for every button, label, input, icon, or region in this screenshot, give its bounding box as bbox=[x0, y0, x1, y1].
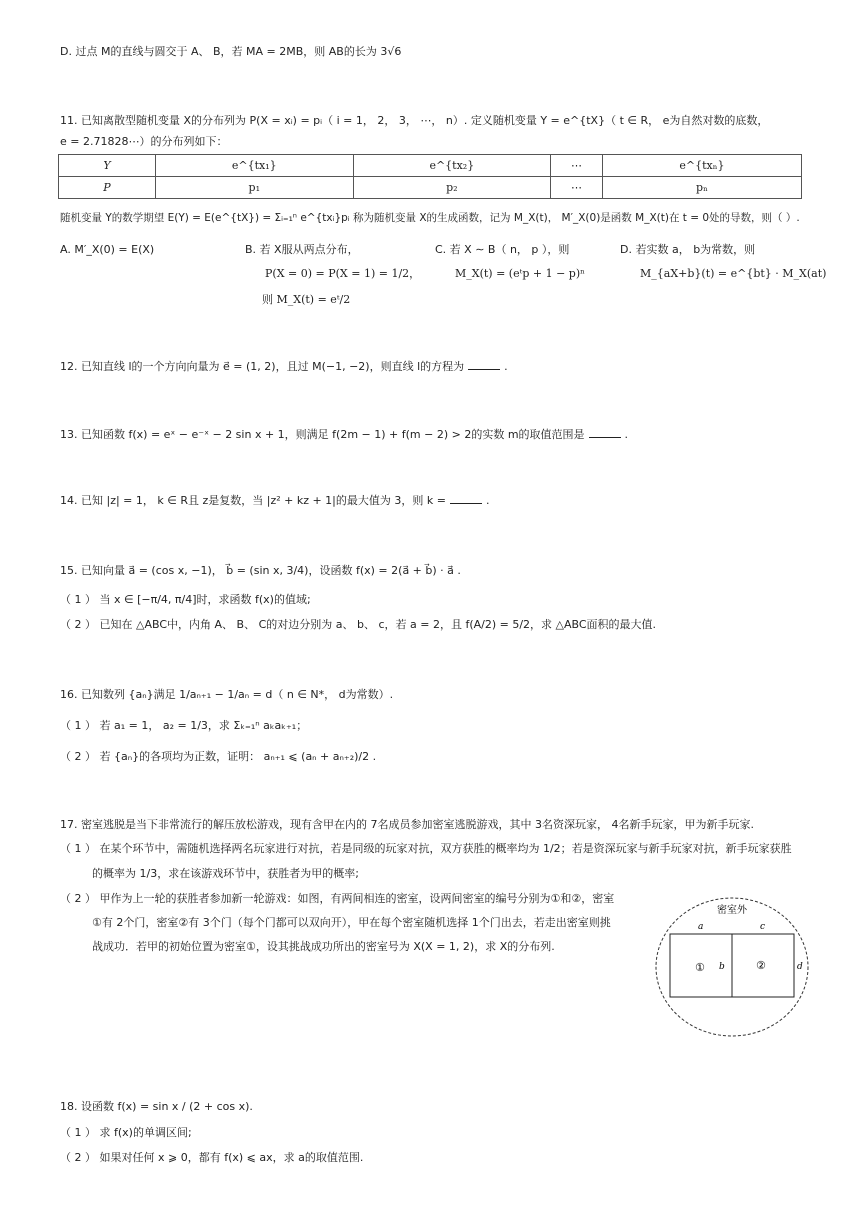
question-12-text: 12. 已知直线 l的一个方向向量为 e⃗ = (1, 2)，且过 M(−1, −2)，则直线 l的方程为 bbox=[60, 360, 465, 373]
door-a-label: a bbox=[698, 922, 704, 932]
table-cell: e^{tx₁} bbox=[156, 155, 354, 177]
option-b-formula: P(X = 0) = P(X = 1) = 1/2， bbox=[265, 267, 421, 280]
question-18-part-1: （ 1 ） 求 f(x)的单调区间; bbox=[60, 1126, 192, 1139]
option-d: D. 若实数 a， b为常数，则 bbox=[620, 243, 756, 256]
table-row bbox=[59, 177, 802, 199]
question-15-part-1: （ 1 ） 当 x ∈ [−π/4, π/4]时，求函数 f(x)的值域; bbox=[60, 593, 311, 606]
question-11-stem: 11. 已知离散型随机变量 X的分布列为 P(X = xᵢ) = pᵢ（ i = 1， 2， 3， ⋯， n）. 定义随机变量 Y = e^{tX}（ t ∈ R， e为自然对数的底数， bbox=[60, 114, 769, 127]
option-a: A. M′_X(0) = E(X) bbox=[60, 243, 155, 256]
question-17-part-1: （ 1 ） 在某个环节中，需随机选择两名玩家进行对抗，若是同级的玩家对抗，双方获胜的概率均为 1/2；若是资深玩家与新手玩家对抗，新手玩家获胜 bbox=[60, 842, 792, 855]
room-1-label: ① bbox=[695, 961, 705, 974]
option-c-formula: M_X(t) = (eᵗp + 1 − p)ⁿ bbox=[455, 267, 585, 280]
question-17-part-2-cont2: 战成功．若甲的初始位置为密室①，设其挑战成功所出的密室号为 X(X = 1, 2)，求 X的分布列. bbox=[92, 940, 555, 953]
question-13: 13. 已知函数 f(x) = eˣ − e⁻ˣ − 2 sin x + 1，则满足 f(2m − 1) + f(m − 2) > 2的实数 m的取值范围是 . bbox=[60, 428, 629, 441]
question-17-part-2: （ 2 ） 甲作为上一轮的获胜者参加新一轮游戏：如图，有两间相连的密室，设两间密室的编号分别为①和②，密室 bbox=[60, 892, 615, 905]
outside-label: 密室外 bbox=[717, 905, 747, 916]
question-17-stem: 17. 密室逃脱是当下非常流行的解压放松游戏，现有含甲在内的 7名成员参加密室逃脱游戏，其中 3名资深玩家， 4名新手玩家，甲为新手玩家. bbox=[60, 818, 754, 831]
question-14-text: 14. 已知 |z| = 1， k ∈ R且 z是复数，当 |z² + kz + 1|的最大值为 3，则 k = bbox=[60, 494, 446, 507]
table-cell: Y bbox=[59, 155, 156, 177]
table-cell: ⋯ bbox=[551, 177, 603, 199]
table-cell: p₂ bbox=[353, 177, 551, 199]
option-d-formula: M_{aX+b}(t) = e^{bt} · M_X(at) bbox=[640, 267, 827, 280]
table-cell: ⋯ bbox=[551, 155, 603, 177]
escape-room-diagram bbox=[655, 897, 810, 1037]
question-11-definition: 随机变量 Y的数学期望 E(Y) = E(e^{tX}) = Σᵢ₌₁ⁿ e^{txᵢ}pᵢ 称为随机变量 X的生成函数，记为 M_X(t)， M′_X(0)是函数 M_X(t)在 t = 0处的导数，则（ ）. bbox=[60, 212, 800, 224]
table-row bbox=[59, 155, 802, 177]
distribution-table bbox=[58, 154, 802, 199]
question-15-stem: 15. 已知向量 a⃗ = (cos x, −1)， b⃗ = (sin x, 3/4)，设函数 f(x) = 2(a⃗ + b⃗) · a⃗ . bbox=[60, 564, 461, 577]
table-cell: e^{tx₂} bbox=[353, 155, 551, 177]
answer-blank bbox=[468, 359, 500, 370]
option-c: C. 若 X ∼ B（ n， p ），则 bbox=[435, 243, 570, 256]
question-12: 12. 已知直线 l的一个方向向量为 e⃗ = (1, 2)，且过 M(−1, −2)，则直线 l的方程为 . bbox=[60, 360, 508, 373]
door-b-label: b bbox=[719, 962, 725, 972]
question-16-part-1: （ 1 ） 若 a₁ = 1， a₂ = 1/3，求 Σₖ₌₁ⁿ aₖaₖ₊₁； bbox=[60, 719, 308, 732]
answer-blank bbox=[450, 493, 482, 504]
door-c-label: c bbox=[760, 922, 766, 932]
table-cell: P bbox=[59, 177, 156, 199]
option-d-q10: D. 过点 M的直线与圆交于 A、 B，若 MA = 2MB，则 AB的长为 3√6 bbox=[60, 45, 402, 58]
question-18-stem: 18. 设函数 f(x) = sin x / (2 + cos x). bbox=[60, 1100, 253, 1113]
question-16-part-2: （ 2 ） 若 {aₙ}的各项均为正数，证明： aₙ₊₁ ⩽ (aₙ + aₙ₊₂)/2 . bbox=[60, 750, 377, 763]
question-16-stem: 16. 已知数列 {aₙ}满足 1/aₙ₊₁ − 1/aₙ = d（ n ∈ N*， d为常数）. bbox=[60, 688, 394, 701]
option-b: B. 若 X服从两点分布， bbox=[245, 243, 359, 256]
question-18-part-2: （ 2 ） 如果对任何 x ⩾ 0，都有 f(x) ⩽ ax，求 a的取值范围. bbox=[60, 1151, 364, 1164]
option-b-result: 则 M_X(t) = eᵗ/2 bbox=[262, 293, 351, 306]
table-cell: e^{txₙ} bbox=[602, 155, 801, 177]
door-d-label: d bbox=[797, 962, 803, 972]
question-13-text: 13. 已知函数 f(x) = eˣ − e⁻ˣ − 2 sin x + 1，则满足 f(2m − 1) + f(m − 2) > 2的实数 m的取值范围是 bbox=[60, 428, 585, 441]
question-14: 14. 已知 |z| = 1， k ∈ R且 z是复数，当 |z² + kz + 1|的最大值为 3，则 k = . bbox=[60, 494, 490, 507]
room-2-label: ② bbox=[756, 959, 766, 972]
table-cell: p₁ bbox=[156, 177, 354, 199]
answer-blank bbox=[589, 427, 621, 438]
question-15-part-2: （ 2 ） 已知在 △ABC中，内角 A、 B、 C的对边分别为 a、 b、 c，若 a = 2，且 f(A/2) = 5/2，求 △ABC面积的最大值. bbox=[60, 618, 657, 631]
question-17-part-1-cont: 的概率为 1/3，求在该游戏环节中，获胜者为甲的概率; bbox=[92, 867, 359, 880]
escape-room-figure bbox=[655, 897, 810, 1037]
question-11-stem-cont: e = 2.71828⋯）的分布列如下： bbox=[60, 135, 228, 148]
table-cell: pₙ bbox=[602, 177, 801, 199]
question-17-part-2-cont: ①有 2个门，密室②有 3个门（每个门都可以双向开），甲在每个密室随机选择 1个门出去，若走出密室则挑 bbox=[92, 916, 611, 929]
